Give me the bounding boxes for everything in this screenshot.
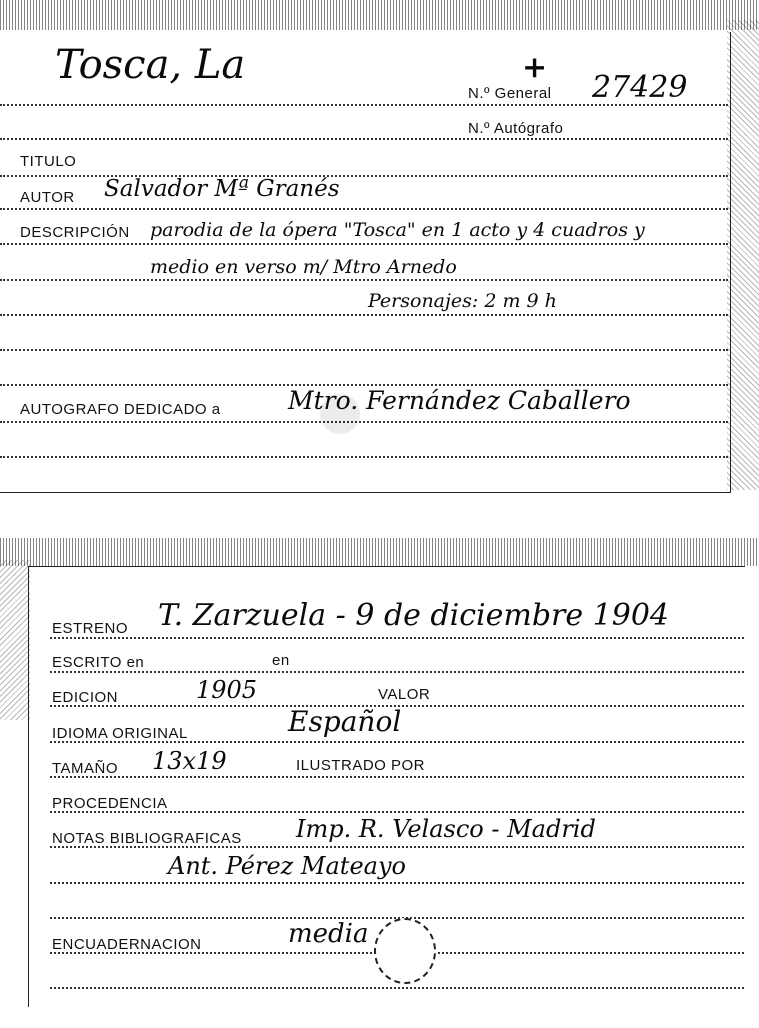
rule-line [50, 987, 744, 989]
stamp-circle [374, 918, 436, 984]
scan-noise-left [0, 560, 30, 720]
card-title: Tosca, La [55, 42, 246, 88]
autografo-label: AUTOGRAFO DEDICADO a [20, 401, 221, 418]
rule-line [0, 456, 728, 458]
notas-line-2: Ant. Pérez Mateayo [168, 852, 406, 880]
cross-mark: + [522, 50, 548, 85]
escrito-en-label: en [272, 652, 290, 669]
rule-line [0, 349, 728, 351]
descripcion-line-1: parodia de la ópera "Tosca" en 1 acto y 4 cuadros y [150, 219, 645, 241]
autografo-value: Mtro. Fernández Caballero [288, 386, 631, 415]
procedencia-label: PROCEDENCIA [52, 795, 168, 812]
rule-line [50, 776, 744, 778]
edicion-label: EDICION [52, 689, 119, 706]
rule-line [50, 637, 744, 639]
rule-line [0, 208, 728, 210]
edicion-value: 1905 [196, 676, 258, 704]
rule-line [0, 314, 728, 316]
titulo-label: TITULO [20, 153, 77, 170]
descripcion-line-3: Personajes: 2 m 9 h [368, 290, 557, 312]
scan-noise-middle [0, 538, 759, 566]
descripcion-label: DESCRIPCIÓN [20, 224, 130, 241]
ink-smudge [320, 394, 360, 434]
rule-line [50, 882, 744, 884]
numero-general-value: 27429 [592, 70, 688, 105]
rule-line [0, 243, 728, 245]
scan-noise-top [0, 0, 759, 30]
autor-value: Salvador Mª Granés [104, 176, 340, 202]
tamano-value: 13x19 [152, 747, 227, 775]
rule-line [50, 671, 744, 673]
estreno-value: T. Zarzuela - 9 de diciembre 1904 [158, 598, 670, 633]
escrito-label: ESCRITO en [52, 654, 145, 671]
encuadernacion-value: media [288, 919, 369, 949]
tamano-label: TAMAÑO [52, 760, 119, 777]
ilustrado-label: ILUSTRADO POR [296, 757, 426, 774]
descripcion-line-2: medio en verso m/ Mtro Arnedo [150, 256, 457, 278]
autor-label: AUTOR [20, 189, 75, 206]
idioma-value: Español [288, 705, 402, 738]
scan-noise-right [727, 20, 759, 490]
rule-line [0, 421, 728, 423]
valor-label: VALOR [378, 686, 431, 703]
numero-autografo-label: N.º Autógrafo [468, 120, 564, 137]
notas-line-1: Imp. R. Velasco - Madrid [296, 815, 596, 843]
estreno-label: ESTRENO [52, 620, 129, 637]
rule-line [0, 138, 728, 140]
rule-line [0, 279, 728, 281]
numero-general-label: N.º General [468, 85, 552, 102]
notas-label: NOTAS BIBLIOGRAFICAS [52, 830, 242, 847]
encuadernacion-label: ENCUADERNACION [52, 936, 202, 953]
idioma-label: IDIOMA ORIGINAL [52, 725, 188, 742]
